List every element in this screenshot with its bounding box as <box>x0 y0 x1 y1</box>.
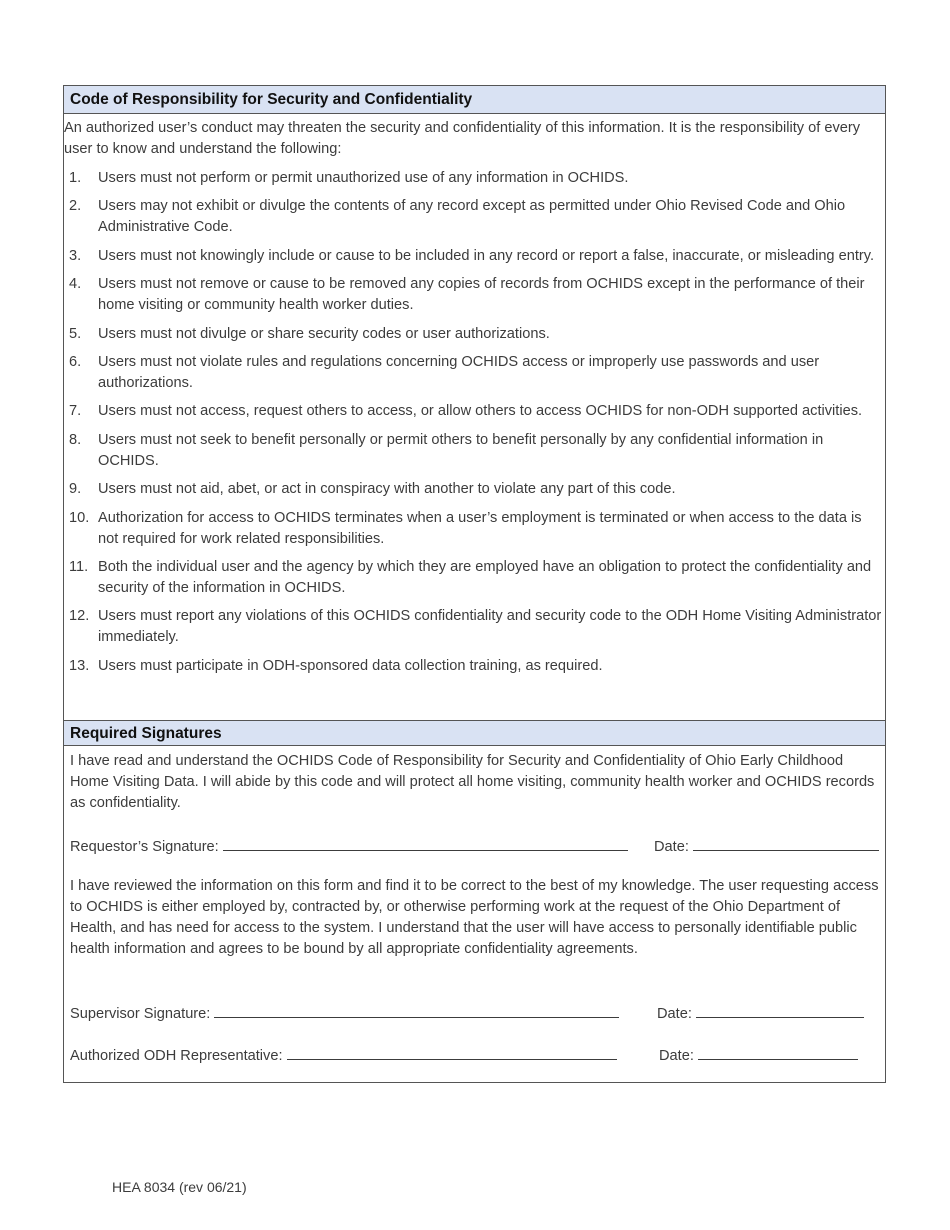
rule-text: Users must report any violations of this OCHIDS confidentiality and security code to the ODH Home Visiting Administrator immediately. <box>98 608 882 646</box>
rules-list <box>64 168 882 684</box>
rule-text: Users must participate in ODH-sponsored data collection training, as required. <box>98 657 603 674</box>
rule-item <box>64 352 882 394</box>
rule-item <box>64 401 882 422</box>
rule-item <box>64 246 882 267</box>
rule-item <box>64 557 882 599</box>
rule-text: Users must not aid, abet, or act in conspiracy with another to violate any part of this code. <box>98 481 676 498</box>
rule-item <box>64 324 882 345</box>
rule-number: 13. <box>69 657 90 674</box>
rule-text: Both the individual user and the agency by which they are employed have an obligation to protect the confidentiality and security of the information in OCHIDS. <box>98 558 872 596</box>
supervisor-signature-field[interactable] <box>214 1002 619 1018</box>
rule-item <box>64 508 882 550</box>
supervisor-signature-row <box>70 1002 619 1025</box>
supervisor-date-field[interactable] <box>696 1002 864 1018</box>
rule-item <box>64 656 882 677</box>
rule-item <box>64 606 882 648</box>
representative-date-field[interactable] <box>698 1044 858 1060</box>
supervisor-review-statement: I have reviewed the information on this form and find it to be correct to the best of my knowledge. The user requesting access to OCHIDS is either employed by, contracted by, or otherwise performing work at the request of the Ohio Department of Health, and has need for access to the system. I understand that the user will have access to personally identifiable public health information and agrees to be bound by all appropriate confidentiality agreements. <box>70 878 879 957</box>
representative-signature-label: Authorized ODH Representative: <box>70 1048 283 1064</box>
requestor-signature-row <box>70 835 628 858</box>
rule-number: 8. <box>69 431 82 448</box>
representative-date-label: Date: <box>659 1048 694 1064</box>
rule-number: 1. <box>69 170 82 186</box>
rule-number: 9. <box>69 481 82 498</box>
representative-signature-row <box>70 1044 617 1067</box>
rule-number: 10. <box>69 509 90 526</box>
requestor-signature-label: Requestor’s Signature: <box>70 839 219 855</box>
rule-text: Authorization for access to OCHIDS terminates when a user’s employment is terminated or when access to the data is not required for work related responsibilities. <box>98 509 862 547</box>
code-intro: An authorized user’s conduct may threaten the security and confidentiality of this information. It is the responsibility of every user to know and understand the following: <box>64 120 861 157</box>
rule-item <box>64 274 882 316</box>
supervisor-date-label: Date: <box>657 1006 692 1022</box>
rule-number: 7. <box>69 403 82 420</box>
requestor-signature-field[interactable] <box>223 835 628 851</box>
rule-text: Users may not exhibit or divulge the contents of any record except as permitted under Ohio Revised Code and Ohio Administrative Code. <box>98 198 846 236</box>
rule-text: Users must not knowingly include or cause to be included in any record or report a false, inaccurate, or misleading entry. <box>98 247 875 264</box>
requestor-date-row <box>654 835 879 858</box>
form-id-footer: HEA 8034 (rev 06/21) <box>112 1179 247 1195</box>
rule-number: 11. <box>69 558 89 575</box>
rule-item <box>64 430 882 472</box>
representative-date-row <box>659 1044 858 1067</box>
supervisor-date-row <box>657 1002 864 1025</box>
rule-item <box>64 168 882 189</box>
rule-text: Users must not divulge or share security codes or user authorizations. <box>98 325 550 342</box>
rule-number: 3. <box>69 247 82 264</box>
rule-number: 5. <box>69 325 82 342</box>
rule-text: Users must not seek to benefit personally or permit others to benefit personally by any confidential information in OCHIDS. <box>98 431 824 469</box>
rule-item <box>64 479 882 500</box>
rule-text: Users must not violate rules and regulations concerning OCHIDS access or improperly use passwords and user authorizations. <box>98 353 820 391</box>
supervisor-signature-label: Supervisor Signature: <box>70 1006 211 1022</box>
confidentiality-form <box>63 85 886 1083</box>
rule-number: 2. <box>69 198 82 215</box>
signatures-section-title: Required Signatures <box>64 720 885 746</box>
rule-number: 12. <box>69 608 90 625</box>
code-section-title: Code of Responsibility for Security and Confidentiality <box>64 86 885 114</box>
acknowledgement-statement: I have read and understand the OCHIDS Code of Responsibility for Security and Confidentiality of Ohio Early Childhood Home Visiting Data. I will abide by this code and will protect all home visiting, community health worker and OCHIDS records as confidentiality. <box>70 753 875 811</box>
rule-text: Users must not access, request others to access, or allow others to access OCHIDS for non-ODH supported activities. <box>98 403 863 420</box>
requestor-date-label: Date: <box>654 839 689 855</box>
rule-item <box>64 196 882 238</box>
rule-text: Users must not remove or cause to be removed any copies of records from OCHIDS except in the performance of their home visiting or community health worker duties. <box>98 276 865 314</box>
rule-number: 6. <box>69 353 82 370</box>
representative-signature-field[interactable] <box>287 1044 617 1060</box>
rule-number: 4. <box>69 276 82 293</box>
requestor-date-field[interactable] <box>693 835 879 851</box>
rule-text: Users must not perform or permit unauthorized use of any information in OCHIDS. <box>98 170 629 186</box>
